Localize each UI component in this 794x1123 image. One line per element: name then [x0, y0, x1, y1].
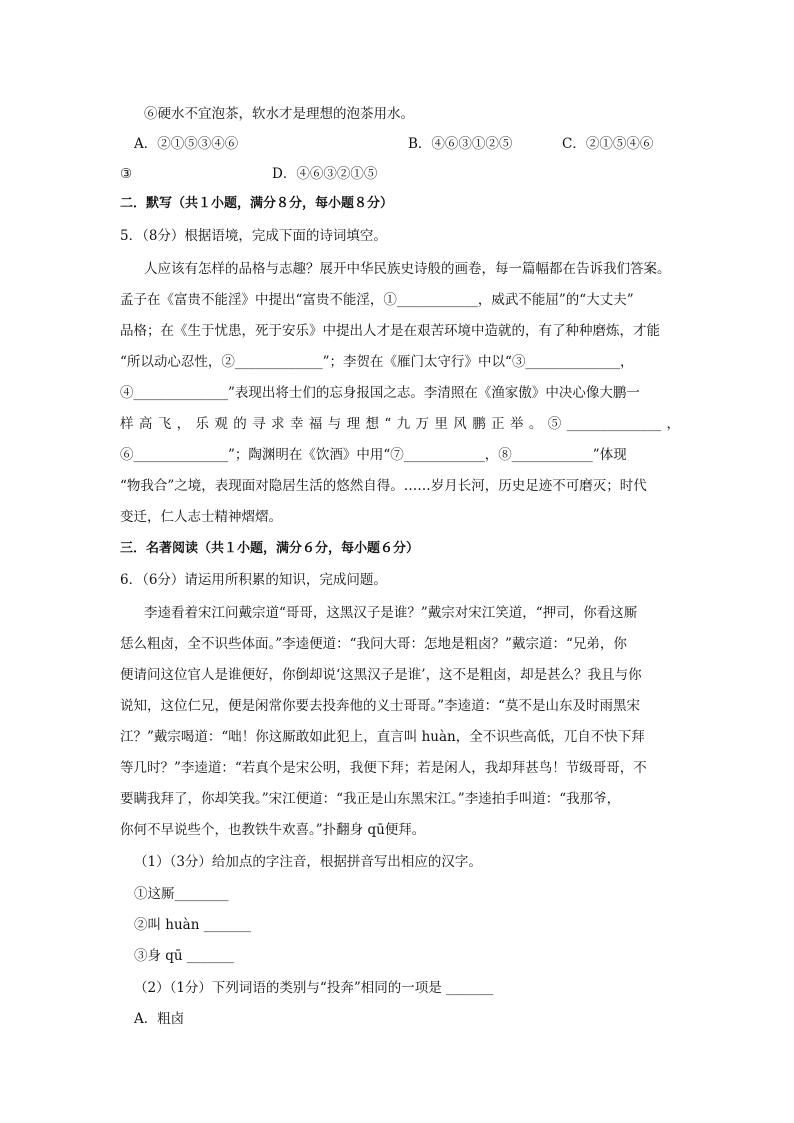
q4-option-b[interactable]: B．④⑥③①②⑤ [408, 136, 513, 152]
q4-option-c[interactable]: C．②①⑤④⑥ [562, 136, 654, 152]
q6-sub2-option-a[interactable]: A．粗卤 [134, 1011, 185, 1027]
q6-passage-line: 等几时？”李逵道：“若真个是宋公明，我便下拜；若是闲人，我却拜甚鸟！节级哥哥，不 [120, 760, 647, 776]
q6-passage-line: 便请问这位官人是谁便好，你倒却说‘这黑汉子是谁’，这不是粗卤，却是甚么？我且与你 [120, 667, 642, 683]
q6-sub1-item: ②叫 huàn _______ [134, 917, 251, 933]
q4-option-c-continued: ③ [120, 166, 133, 182]
section-2-heading: 二．默写（共１小题，满分８分，每小题８分） [120, 196, 394, 211]
q6-passage-line: 你何不早说些个，也教铁牛欢喜。”扑翻身 qū便拜。 [120, 822, 426, 838]
q4-statement-6: ⑥硬水不宜泡茶，软水才是理想的泡茶用水。 [144, 106, 414, 122]
q6-passage-line: 李逵看着宋江问戴宗道“哥哥，这黑汉子是谁？”戴宗对宋江笑道，“押司，你看这厮 [144, 605, 638, 621]
q5-passage-line: ⑥______________”；陶渊明在《饮酒》中用“⑦____________，⑧____________”体现 [120, 447, 627, 463]
q4-options-row-2 [120, 164, 680, 184]
section-3-heading: 三．名著阅读（共１小题，满分６分，每小题６分） [120, 541, 420, 556]
question-6-prompt: 6．（6分）请运用所积累的知识，完成问题。 [120, 572, 387, 588]
q5-passage-line: 样高飞，乐观的寻求幸福与理想“九万里风鹏正举。⑤______________， [120, 416, 680, 432]
q4-option-a[interactable]: A．②①⑤③④⑥ [134, 136, 239, 152]
q5-passage-line: 孟子在《富贵不能淫》中提出“富贵不能淫，①____________，威武不能屈”的“大丈夫” [120, 292, 634, 308]
q6-sub1-item: ③身 qū _______ [134, 948, 235, 964]
q5-passage-line: “物我合”之境，表现面对隐居生活的悠然自得。……岁月长河，历史足迹不可磨灭；时代 [120, 478, 647, 494]
q6-passage-line: 江？”戴宗喝道：“咄！你这厮敢如此犯上，直言叫 huàn，全不识些高低，兀自不快下拜 [120, 729, 645, 745]
q6-passage-line: 要瞒我拜了，你却笑我。”宋江便道：“我正是山东黑宋江。”李逵拍手叫道：“我那爷， [120, 791, 621, 807]
q6-passage-line: 恁么粗卤，全不识些体面。”李逵便道：“我问大哥：怎地是粗卤？”戴宗道：“兄弟，你 [120, 636, 627, 652]
q6-subquestion-2: （2）（1分）下列词语的类别与“投奔”相同的一项是 _______ [134, 980, 494, 996]
q6-passage-line: 说知，这位仁兄，便是闲常你要去投奔他的义士哥哥。”李逵道：“莫不是山东及时雨黑宋 [120, 698, 641, 714]
q5-passage-line: 品格；在《生于忧患，死于安乐》中提出人才是在艰苦环境中造就的，有了种种磨炼，才能 [120, 323, 660, 339]
q4-options-row-1 [134, 134, 694, 154]
q5-passage-line: 变迁，仁人志士精神熠熠。 [120, 509, 282, 525]
q5-passage-line: ④______________”表现出将士们的忘身报国之志。李清照在《渔家傲》中决心像大鹏一 [120, 385, 640, 401]
q6-subquestion-1: （1）（3分）给加点的字注音，根据拼音写出相应的汉字。 [134, 854, 482, 870]
q5-passage-line: 人应该有怎样的品格与志趣？展开中华民族史诗般的画卷，每一篇幅都在告诉我们答案。 [144, 261, 671, 277]
q4-option-d[interactable]: D．④⑥③②①⑤ [272, 166, 378, 182]
q5-passage-line: “所以动心忍性，②_____________”；李贺在《雁门太守行》中以“③______________， [120, 354, 634, 370]
question-5-prompt: 5．（8分）根据语境，完成下面的诗词填空。 [120, 228, 387, 244]
q6-sub1-item: ①这厮________ [134, 886, 229, 902]
